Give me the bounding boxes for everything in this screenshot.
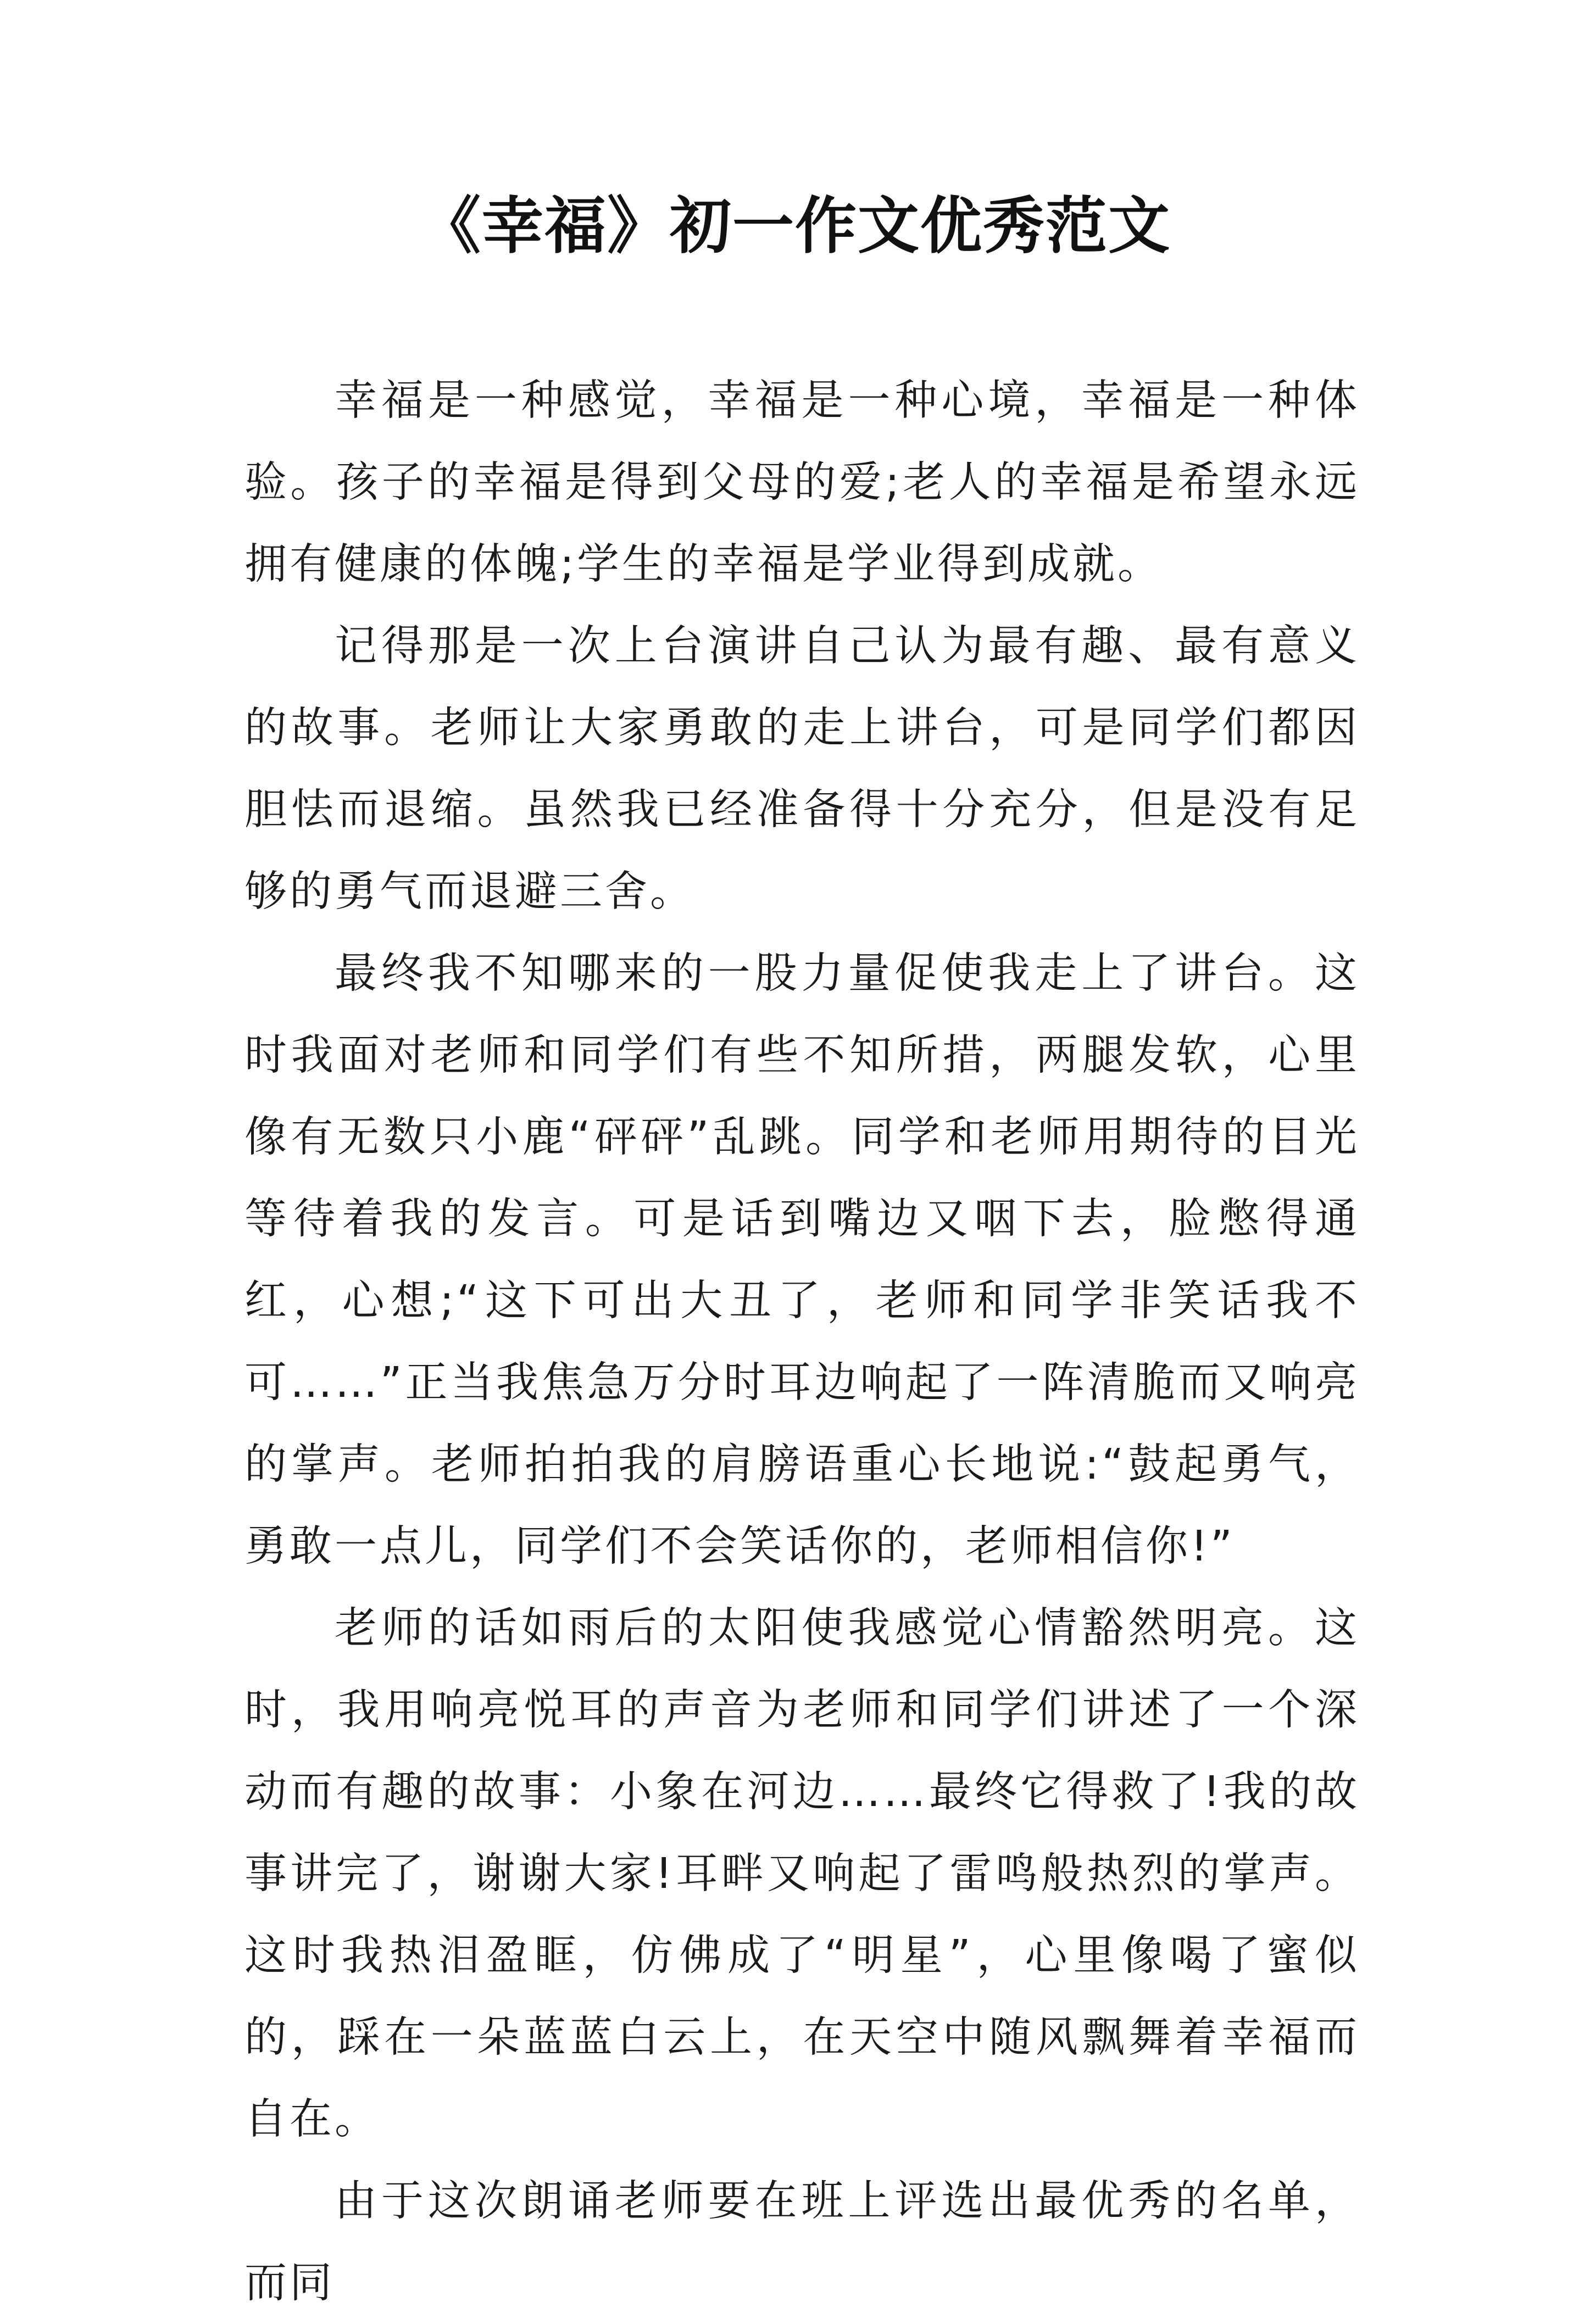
paragraph-3: 最终我不知哪来的一股力量促使我走上了讲台。这时我面对老师和同学们有些不知所措，两腿发软，心里像有无数只小鹿“砰砰”乱跳。同学和老师用期待的目光等待着我的发言。可是话到嘴边又咽下去，脸憋得通红，心想;“这下可出大丑了，老师和同学非笑话我不可……”正当我焦急万分时耳边响起了一阵清脆而又响亮的掌声。老师拍拍我的肩膀语重心长地说:“鼓起勇气，勇敢一点儿，同学们不会笑话你的，老师相信你!” [244,949,1360,1571]
paragraph-4: 老师的话如雨后的太阳使我感觉心情豁然明亮。这时，我用响亮悦耳的声音为老师和同学们讲述了一个深动而有趣的故事：小象在河边……最终它得救了!我的故事讲完了，谢谢大家!耳畔又响起了雷鸣般热烈的掌声。这时我热泪盈眶，仿佛成了“明星”，心里像喝了蜜似的，踩在一朵蓝蓝白云上，在天空中随风飘舞着幸福而自在。 [244,1604,1360,2144]
document-title: 《幸福》初一作文优秀范文 [419,190,1171,262]
document-body [244,360,1360,2324]
paragraph-2: 记得那是一次上台演讲自己认为最有趣、最有意义的故事。老师让大家勇敢的走上讲台，可是同学们都因胆怯而退缩。虽然我已经准备得十分充分，但是没有足够的勇气而退避三舍。 [244,622,1360,916]
paragraph-5: 由于这次朗诵老师要在班上评选出最优秀的名单，而同 [244,2177,1360,2308]
paragraph-1: 幸福是一种感觉，幸福是一种心境，幸福是一种体验。孩子的幸福是得到父母的爱;老人的幸福是希望永远拥有健康的体魄;学生的幸福是学业得到成就。 [244,376,1360,589]
